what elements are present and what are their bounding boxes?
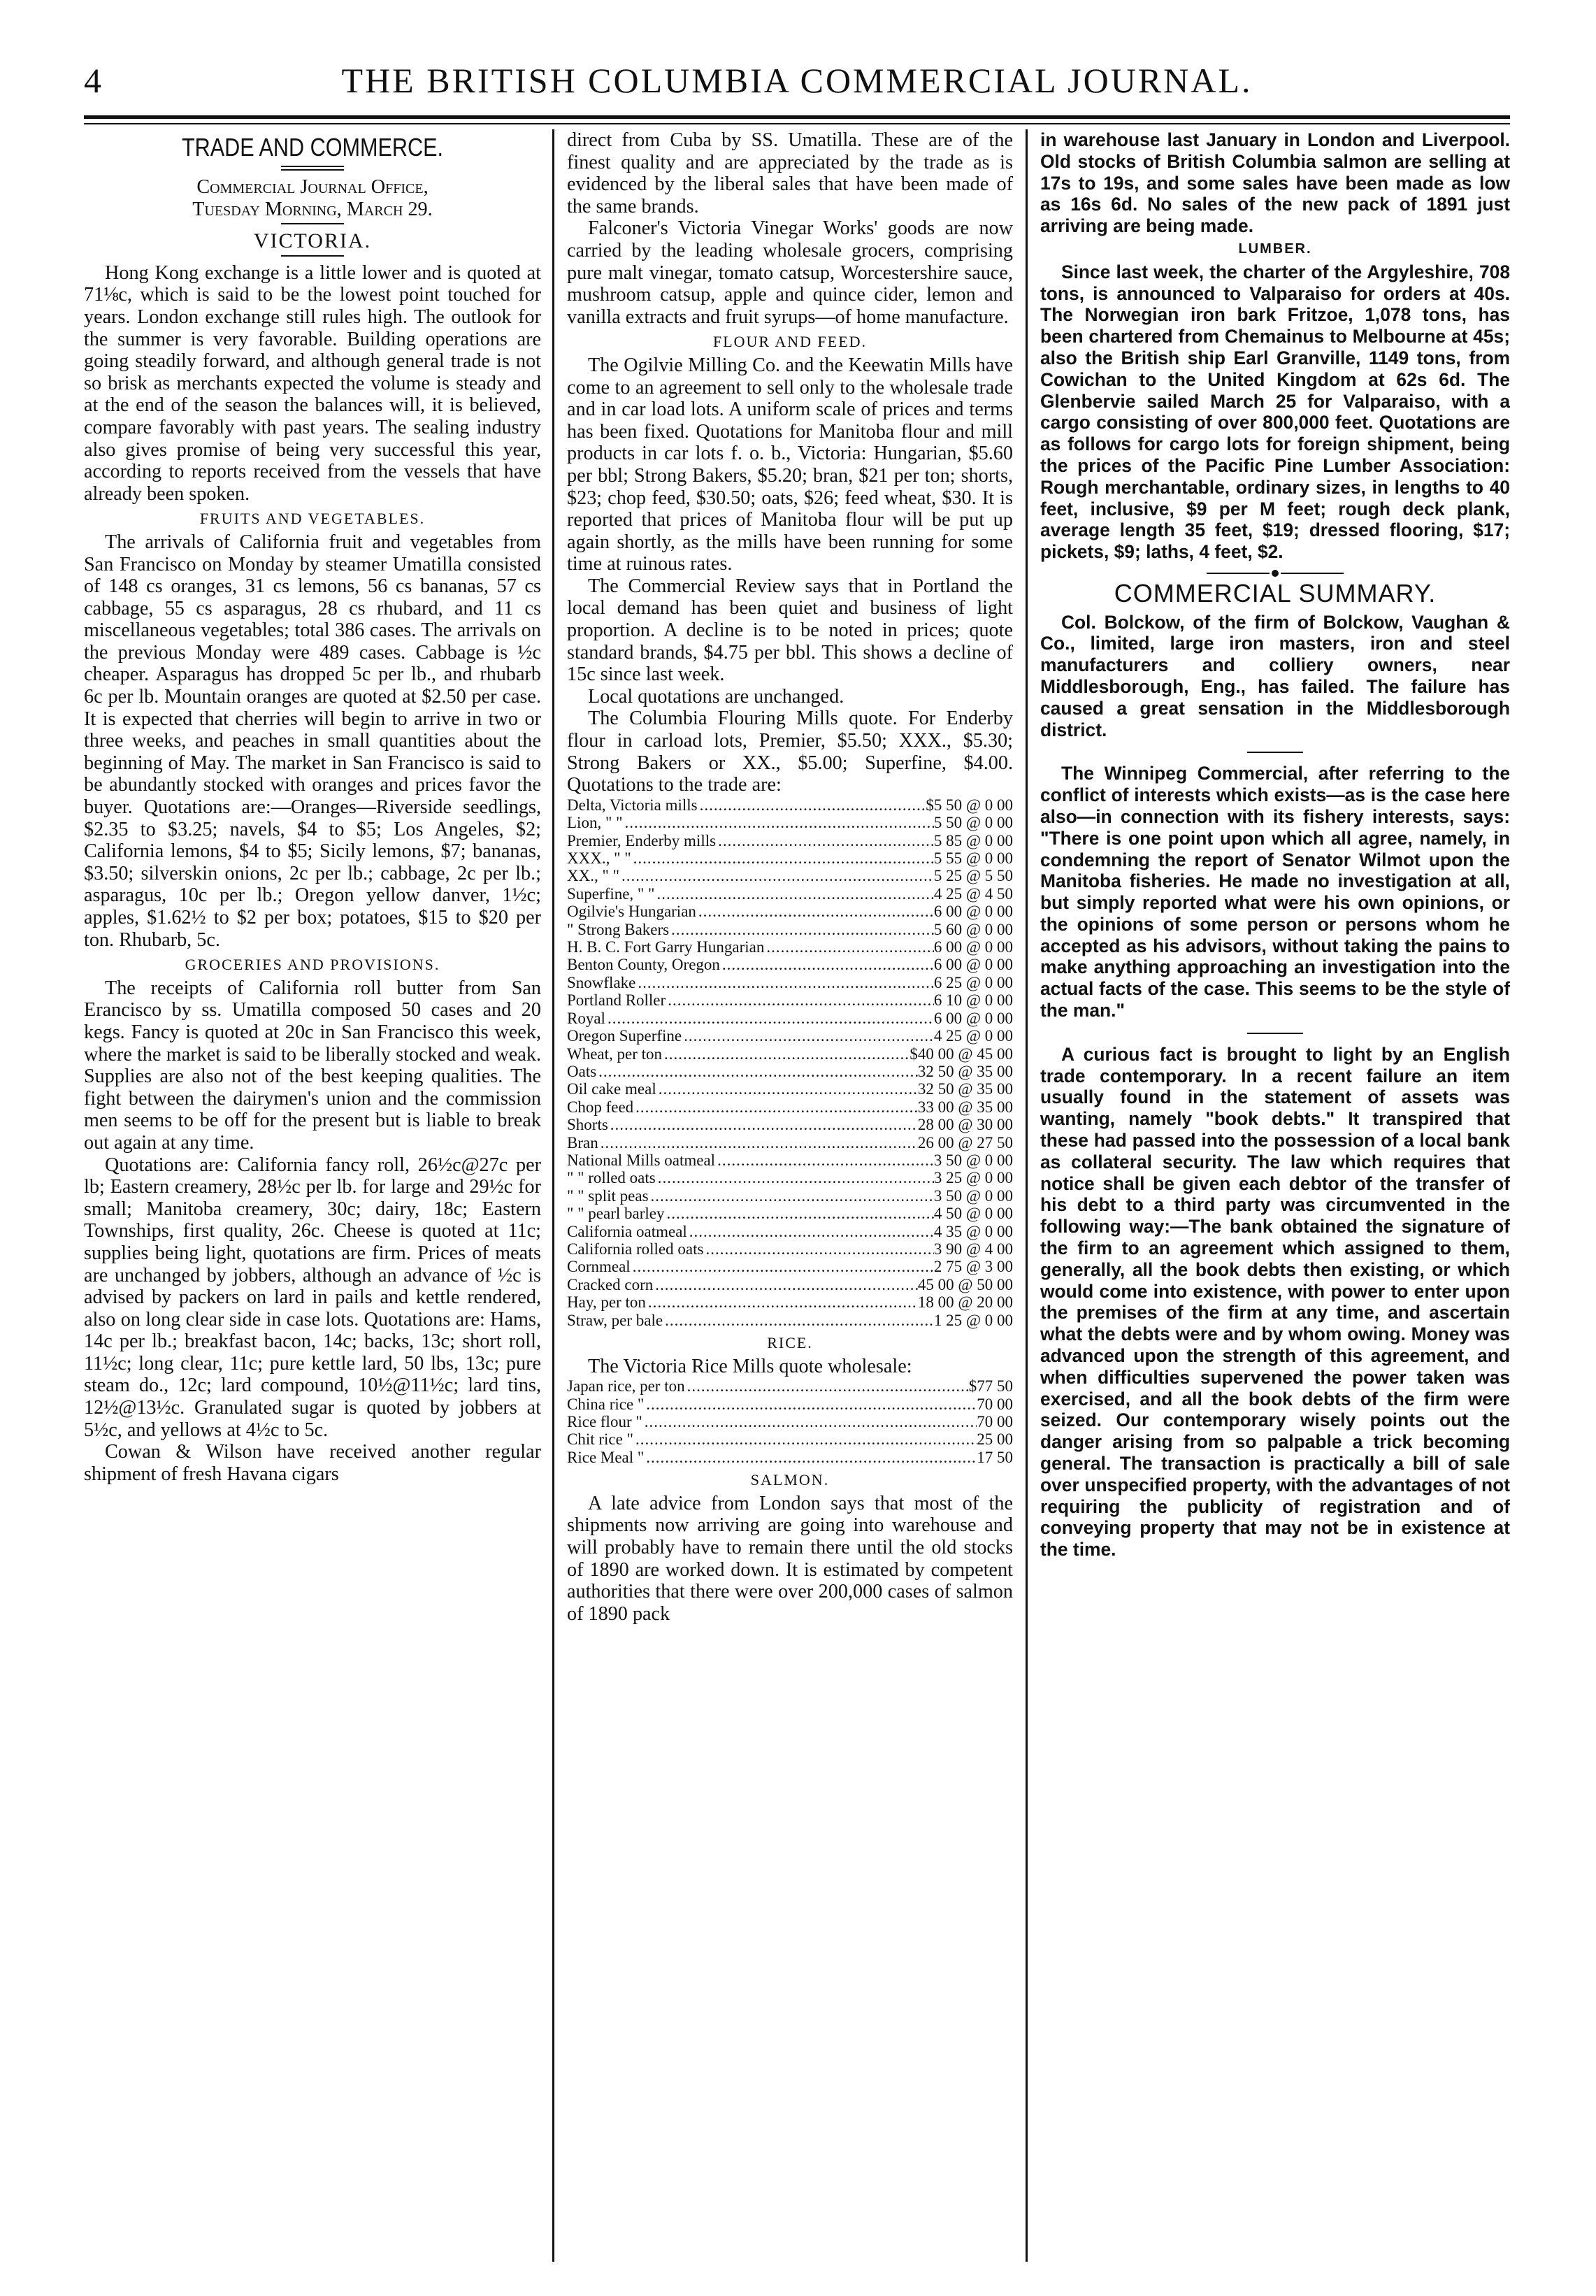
price-item: Portland Roller [567, 991, 666, 1010]
price-value: 6 00 @ 0 00 [933, 903, 1013, 921]
price-row [567, 1395, 1013, 1413]
price-item: California oatmeal [567, 1222, 687, 1240]
dot-leader [654, 885, 933, 903]
price-row [567, 1449, 1013, 1466]
price-item: China rice " [567, 1395, 645, 1413]
price-item: Lion, " " [567, 814, 623, 832]
price-row [567, 796, 1013, 814]
price-row [567, 974, 1013, 991]
city-rule [281, 255, 344, 257]
price-row [567, 1134, 1013, 1151]
price-value: 6 00 @ 0 00 [933, 938, 1013, 956]
separator-rule [1247, 752, 1303, 753]
price-value: 18 00 @ 20 00 [917, 1293, 1013, 1312]
section-heading-trade: TRADE AND COMMERCE. [181, 133, 444, 162]
dot-leader [649, 1187, 934, 1205]
price-row [567, 1240, 1013, 1258]
price-value: 4 25 @ 4 50 [933, 884, 1013, 903]
dot-leader [631, 849, 934, 867]
paragraph: Hong Kong exchange is a little lower and is quoted at 71⅛c, which is said to be the lowest point touched for years. London exchange still rules high. The outlook for the summer is very favorable. Building operations are going steadily forward, and although general trade is not so brisk as merchants expected the volume is steady and at the end of the season the balances will, it is believed, compare favorably with past years. The sealing industry also gives promise of being very successful this year, according to reports received from the vessels that have already been spoken. [84, 261, 541, 505]
price-value: 3 90 @ 4 00 [933, 1240, 1013, 1258]
rice-price-list [567, 1377, 1013, 1466]
paragraph: The Columbia Flouring Mills quote. For Enderby flour in carload lots, Premier, $5.50; XXX., $5.30; Strong Bakers or XX., $5.00; Superfine, $4.00. Quotations to the trade are: [567, 708, 1013, 796]
paragraph: Falconer's Victoria Vinegar Works' goods are now carried by the leading wholesale grocers, comprising pure malt vinegar, tomato catsup, Worcestershire sauce, mushroom catsup, apple and quince cider, lemon and vanilla extracts and fruit syrups—of home manufacture. [567, 217, 1013, 328]
dot-leader [656, 1169, 934, 1186]
dot-leader [685, 1377, 969, 1395]
price-value: 45 00 @ 50 00 [917, 1275, 1013, 1293]
price-row [567, 1080, 1013, 1098]
price-value: $5 50 @ 0 00 [926, 796, 1013, 814]
price-item: XXX., " " [567, 849, 631, 868]
price-value: 3 50 @ 0 00 [933, 1186, 1013, 1205]
paragraph: The receipts of California roll butter from San Erancisco by ss. Umatilla composed 50 cases and 20 kegs. Fancy is quoted at 20c in San Francisco this week, where the market is said to be liberally stocked and weak. Supplies are also not of the best keeping qualities. The fight between the dairymen's union and the commission men seems to be off for the present but is liable to break out again at any time. [84, 977, 541, 1154]
price-item: Rice flour " [567, 1413, 642, 1430]
price-item: Oil cake meal [567, 1080, 656, 1098]
price-row [567, 1377, 1013, 1395]
price-value: 5 60 @ 0 00 [933, 920, 1013, 938]
dateline-rule [281, 223, 344, 224]
column-1 [84, 129, 552, 2262]
price-row [567, 1258, 1013, 1275]
subheading-rice: RICE. [767, 1334, 813, 1351]
header-rule [84, 115, 1510, 124]
price-row [567, 1293, 1013, 1311]
paragraph: A curious fact is brought to light by an English trade contemporary. In a recent failure an item usually found in the statement of assets was wanting, namely "book debts." It transpired that these had passed into the possession of a local bank as collateral security. The law which requires that notice shall be given each debtor of the transfer of his debt to a third party was circumvented in the following way:—The bank obtained the signature of the firm to an agreement which assigned to them, generally, all the book debts then existing, or which would come into existence, with power to enter upon the premises of the firm at any time, and ascertain what the debts were and by whom owing. Money was advanced upon the strength of this agreement, and when difficulties supervened the power taken was exercised, and all the book debts of the firm were seized. Our contemporary wisely points out the danger arising from so palpable a trick becoming general. The transaction is practically a bill of sale over unspecified property, with the advantages of not requiring the publicity of registration and of conveying property that may not be in existence at the time. [1040, 1043, 1510, 1560]
separator-rule [1247, 1033, 1303, 1034]
price-row [567, 814, 1013, 831]
heading-rule [281, 166, 344, 171]
paragraph: in warehouse last January in London and Liverpool. Old stocks of British Columbia salmon are selling at 17s to 19s, and some sales have been made as low as 16s 6d. No sales of the new pack of 1891 just arriving are being made. [1040, 129, 1510, 237]
price-value: 5 85 @ 0 00 [933, 831, 1013, 849]
dateline-date: Tuesday Morning, March 29. [192, 198, 433, 220]
page-number: 4 [84, 61, 101, 100]
dot-leader [682, 1027, 934, 1045]
dot-leader [598, 1134, 918, 1151]
dot-leader [656, 1080, 918, 1098]
dot-leader [644, 1395, 977, 1413]
price-row [567, 1223, 1013, 1240]
price-item: XX., " " [567, 867, 619, 885]
ornament-rule [1040, 570, 1510, 577]
column-2 [552, 129, 1028, 2262]
subheading-flour: FLOUR AND FEED. [712, 333, 868, 351]
price-value: 32 50 @ 35 00 [917, 1062, 1013, 1080]
price-row [567, 956, 1013, 973]
price-value: 33 00 @ 35 00 [917, 1098, 1013, 1116]
price-item: Straw, per bale [567, 1311, 663, 1329]
dot-leader [646, 1293, 918, 1311]
price-value: 5 50 @ 0 00 [933, 814, 1013, 832]
price-item: Premier, Enderby mills [567, 831, 717, 849]
dot-leader [633, 1430, 977, 1448]
paragraph: The Ogilvie Milling Co. and the Keewatin Mills have come to an agreement to sell only to the wholesale trade and in car load lots. A uniform scale of prices and terms has been fixed. Quotations for Manitoba flour and mill products in car lots f. o. b., Victoria: Hungarian, $5.60 per bbl; Strong Bakers, $5.20; bran, $21 per ton; shorts, $23; chop feed, $30.50; oats, $26; feed wheat, $30. It is reported that prices of Manitoba flour will be put up again shortly, as the mills have been running for some time at ruinous rates. [567, 354, 1013, 575]
dot-leader [696, 903, 934, 920]
price-row [567, 849, 1013, 867]
price-item: Hay, per ton [567, 1293, 646, 1312]
price-item: Snowflake [567, 973, 636, 991]
paragraph: Cowan & Wilson have received another regular shipment of fresh Havana cigars [84, 1441, 541, 1485]
dot-leader [653, 1276, 918, 1293]
dot-leader [716, 832, 934, 849]
journal-title: THE BRITISH COLUMBIA COMMERCIAL JOURNAL. [341, 61, 1253, 100]
price-row [567, 1430, 1013, 1448]
price-value: 6 00 @ 0 00 [933, 956, 1013, 974]
dot-leader [664, 1205, 933, 1222]
dot-leader [666, 991, 934, 1009]
price-row [567, 1027, 1013, 1045]
price-item: " " pearl barley [567, 1205, 665, 1223]
price-row [567, 1151, 1013, 1169]
price-item: Japan rice, per ton [567, 1377, 685, 1395]
price-item: Oregon Superfine [567, 1027, 682, 1045]
price-value: 6 00 @ 0 00 [933, 1009, 1013, 1027]
price-item: Shorts [567, 1116, 608, 1134]
dot-leader [631, 1258, 934, 1275]
dot-leader [635, 974, 933, 991]
price-item: Ogilvie's Hungarian [567, 903, 696, 921]
price-value: 28 00 @ 30 00 [917, 1116, 1013, 1134]
dot-leader [715, 1151, 934, 1169]
price-item: " " rolled oats [567, 1169, 656, 1187]
column-3 [1028, 129, 1510, 2262]
dot-leader [619, 867, 934, 884]
subheading-fruits: FRUITS AND VEGETABLES. [199, 510, 426, 528]
price-item: Benton County, Oregon [567, 956, 720, 974]
price-value: 26 00 @ 27 50 [917, 1133, 1013, 1151]
paragraph: Since last week, the charter of the Argyleshire, 708 tons, is announced to Valparaiso for orders at 40s. The Norwegian iron bark Fritzoe, 1,078 tons, has been chartered from Chemainus to Melbourne at 45s; also the British ship Earl Granville, 1149 tons, from Cowichan to the United Kingdom at 62s 6d. The Glenbervie sailed March 25 for Valparaiso, with a cargo consisting of over 800,000 feet. Quotations are as follows for cargo lots for foreign shipment, being the prices of the Pacific Pine Lumber Association: Rough merchantable, ordinary sizes, in lengths to 40 feet, inclusive, $9 per M feet; rough deck plank, average length 35 feet, $19; dressed flooring, $17; pickets, $9; laths, 4 feet, $2. [1040, 261, 1510, 563]
price-item: Chop feed [567, 1098, 634, 1116]
dot-leader [764, 938, 933, 956]
price-item: Cracked corn [567, 1275, 654, 1293]
price-item: California rolled oats [567, 1240, 704, 1258]
price-row [567, 1098, 1013, 1116]
price-row [567, 938, 1013, 956]
price-row [567, 867, 1013, 884]
price-item: Chit rice " [567, 1430, 633, 1449]
dot-leader [662, 1045, 910, 1063]
price-value: 70 00 [977, 1413, 1013, 1430]
dot-leader [698, 796, 926, 814]
paragraph: direct from Cuba by SS. Umatilla. These are of the finest quality and are appreciated by the trade as is evidenced by the liberal sales that have been made of the same brands. [567, 129, 1013, 217]
dot-leader [633, 1098, 918, 1116]
price-value: 3 50 @ 0 00 [933, 1151, 1013, 1169]
subheading-groceries: GROCERIES AND PROVISIONS. [185, 956, 440, 974]
price-item: " Strong Bakers [567, 920, 670, 938]
price-row [567, 1413, 1013, 1430]
paragraph: A late advice from London says that most of the shipments now arriving are going into warehouse and will probably have to remain there until the old stocks of 1890 are worked down. It is estimated by competent authorities that there were over 200,000 cases of salmon of 1890 pack [567, 1492, 1013, 1625]
price-row [567, 1010, 1013, 1027]
price-item: " " split peas [567, 1186, 649, 1205]
price-item: H. B. C. Fort Garry Hungarian [567, 938, 765, 956]
price-row [567, 1045, 1013, 1063]
price-value: 17 50 [977, 1448, 1013, 1466]
dot-leader [703, 1240, 933, 1258]
dot-leader [663, 1312, 934, 1329]
price-row [567, 832, 1013, 849]
price-value: 3 25 @ 0 00 [933, 1169, 1013, 1187]
price-row [567, 1276, 1013, 1293]
price-row [567, 1116, 1013, 1133]
city-heading: VICTORIA. [253, 229, 372, 253]
price-value: 6 25 @ 0 00 [933, 973, 1013, 991]
paragraph: The Victoria Rice Mills quote wholesale: [588, 1355, 912, 1377]
paragraph: The Winnipeg Commercial, after referring to the conflict of interests which exists—as is the case here also—in connection with its fishery interests, says: "There is one point upon which all agree, namely, in condemning the report of Senator Wilmot upon the Manitoba fisheries. He made no investigation at all, but simply reported what were his own opinions, or the opinions of some person or persons whom he accepted as his advisors, without taking the pains to make anything approaching an investigation into the actual facts of the case. This seems to be the style of the man." [1040, 763, 1510, 1021]
price-value: 5 55 @ 0 00 [933, 849, 1013, 868]
price-value: 1 25 @ 0 00 [933, 1311, 1013, 1329]
dot-leader [687, 1223, 934, 1240]
subheading-lumber: LUMBER. [1238, 241, 1312, 257]
price-item: Royal [567, 1009, 605, 1027]
dot-leader [608, 1116, 918, 1133]
price-value: 4 35 @ 0 00 [933, 1222, 1013, 1240]
page-header [84, 56, 1510, 105]
price-row [567, 885, 1013, 903]
price-value: 6 10 @ 0 00 [933, 991, 1013, 1010]
price-row [567, 921, 1013, 938]
price-row [567, 1169, 1013, 1186]
price-row [567, 991, 1013, 1009]
price-value: 32 50 @ 35 00 [917, 1080, 1013, 1098]
price-value: $77 50 [968, 1377, 1013, 1395]
price-value: 2 75 @ 3 00 [933, 1258, 1013, 1276]
price-value: 4 50 @ 0 00 [933, 1205, 1013, 1223]
price-item: Delta, Victoria mills [567, 796, 698, 814]
paragraph: The arrivals of California fruit and vegetables from San Francisco on Monday by steamer Umatilla consisted of 148 cs oranges, 31 cs lemons, 56 cs bananas, 57 cs cabbage, 55 cs asparagus, 28 cs rhubard, and 11 cs miscellaneous vegetables; total 386 cases. The arrivals on the previous Monday were 489 cases. Cabbage is ½c cheaper. Asparagus has dropped 5c per lb., and rhubarb 6c per lb. Mountain oranges are quoted at $2.50 per case. It is expected that cherries will begin to arrive in two or three weeks, and peaches in small quantities about the beginning of May. The market in San Francisco is said to be abundantly stocked with oranges and prices favor the buyer. Quotations are:—Oranges—Riverside seedlings, $2.35 to $3.25; navels, $4 to $5; Los Angeles, $2; California lemons, $4 to $5; Sicily lemons, $7; bananas, $3.50; silverskin onions, 2c per lb.; cabbage, 2c per lb.; asparagus, 10c per lb.; Oregon yellow danver, 1½c; apples, $1.62½ to $2 per box; potatoes, $15 to $20 per ton. Rhubarb, 5c. [84, 531, 541, 951]
dot-leader [622, 814, 933, 831]
price-item: Bran [567, 1133, 598, 1151]
dateline-office: Commercial Journal Office, [196, 176, 429, 198]
paragraph: Col. Bolckow, of the firm of Bolckow, Vaughan & Co., limited, large iron masters, iron and steel manufacturers and colliery owners, near Middlesborough, Eng., has failed. The failure has caused a great sensation in the Middlesborough district. [1040, 611, 1510, 740]
flour-price-list [567, 796, 1013, 1329]
price-row [567, 1063, 1013, 1080]
dot-leader [642, 1413, 977, 1430]
price-value: 4 25 @ 0 00 [933, 1027, 1013, 1045]
price-item: Rice Meal " [567, 1448, 645, 1466]
paragraph: Quotations are: California fancy roll, 26½c@27c per lb; Eastern creamery, 28½c per lb. for large and 29½c for small; Manitoba creamery, 30c; dairy, 18c; Eastern Townships, first quality, 26c. Cheese is quoted at 11c; supplies being light, quotations are firm. Prices of meats are unchanged by jobbers, although an advance of ½c is advised by packers on lard in pails and kettle rendered, also on long clear side in case lots. Quotations are: Hams, 14c per lb.; breakfast bacon, 14c; backs, 13c; short roll, 11½c; long clear, 11c; pure kettle lard, 50 lbs, 13c; pure steam do., 12c; lard compound, 10½@11½c; lard tins, 12½@13½c. Granulated sugar is quoted by jobbers at 5½c, and yellows at 4½c to 5c. [84, 1154, 541, 1441]
dot-leader [669, 921, 934, 938]
price-row [567, 1312, 1013, 1329]
dot-leader [644, 1449, 977, 1466]
article-columns [84, 129, 1510, 2262]
price-item: Superfine, " " [567, 884, 655, 903]
price-value: 25 00 [977, 1430, 1013, 1449]
dot-leader [605, 1010, 934, 1027]
paragraph: Local quotations are unchanged. [588, 685, 844, 708]
price-row [567, 1187, 1013, 1205]
section-heading-summary: COMMERCIAL SUMMARY. [1114, 578, 1437, 608]
subheading-salmon: SALMON. [750, 1471, 830, 1489]
price-value: 70 00 [977, 1395, 1013, 1413]
price-item: Wheat, per ton [567, 1045, 663, 1063]
dot-leader [596, 1063, 918, 1080]
price-item: Cornmeal [567, 1258, 631, 1276]
price-item: Oats [567, 1062, 597, 1080]
price-item: National Mills oatmeal [567, 1151, 716, 1169]
price-value: $40 00 @ 45 00 [910, 1045, 1013, 1063]
paragraph: The Commercial Review says that in Portland the local demand has been quiet and business of light proportion. A decline is to be noted in prices; quote standard brands, $4.75 per bbl. This shows a decline of 15c since last week. [567, 575, 1013, 686]
price-value: 5 25 @ 5 50 [933, 867, 1013, 885]
dot-leader [720, 956, 934, 973]
price-row [567, 1205, 1013, 1222]
price-row [567, 903, 1013, 920]
